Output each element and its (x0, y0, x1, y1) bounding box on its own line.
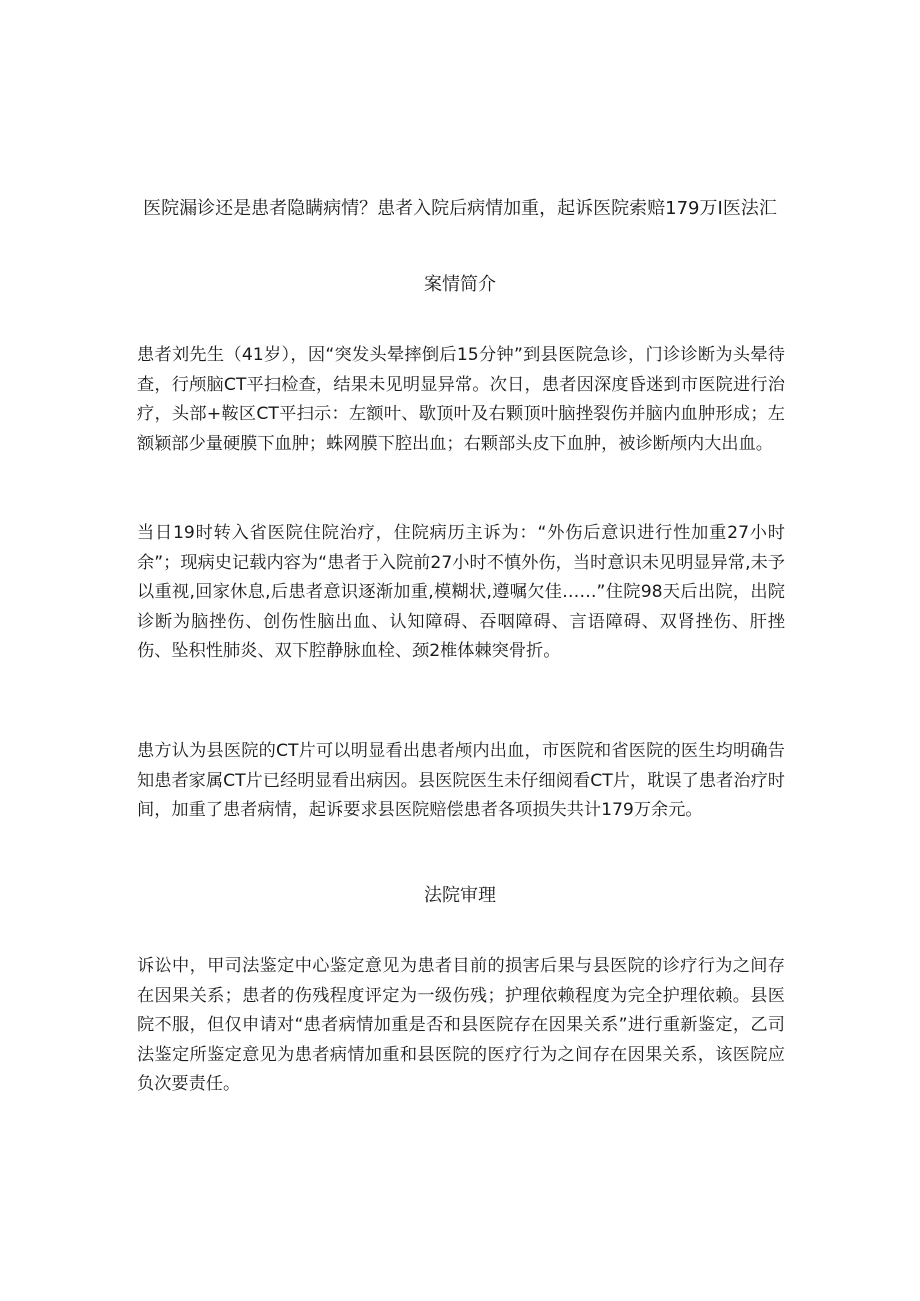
paragraph: 患方认为县医院的CT片可以明显看出患者颅内出血，市医院和省医院的医生均明确告知患者家属CT片已经明显看出病因。县医院医生未仔细阅看CT片，耽误了患者治疗时间，加重了患者病情，起诉要求县医院赔偿患者各项损失共计179万余元。 (137, 741, 785, 820)
section-heading-court-trial: 法院审理 (424, 885, 496, 906)
paragraph: 当日19时转入省医院住院治疗，住院病历主诉为：“外伤后意识进行性加重27小时余”；现病史记载内容为“患者于入院前27小时不慎外伤，当时意识未见明显异常,未予以重视,回家休息,后患者意识逐渐加重,模糊状,遵嘱欠佳……”住院98天后出院，出院诊断为脑挫伤、创伤性脑出血、认知障碍、吞咽障碍、言语障碍、双肾挫伤、肝挫伤、坠积性肺炎、双下腔静脉血栓、颈2椎体棘突骨折。 (137, 523, 785, 661)
paragraph: 诉讼中，甲司法鉴定中心鉴定意见为患者目前的损害后果与县医院的诊疗行为之间存在因果关系；患者的伤残程度评定为一级伤残；护理依赖程度为完全护理依赖。县医院不服，但仅申请对“患者病情加重是否和县医院存在因果关系”进行重新鉴定，乙司法鉴定所鉴定意见为患者病情加重和县医院的医疗行为之间存在因果关系，该医院应负次要责任。 (137, 956, 785, 1094)
section-heading-case-summary: 案情简介 (424, 274, 496, 295)
article-title: 医院漏诊还是患者隐瞒病情？患者入院后病情加重，起诉医院索赔179万I医法汇 (143, 198, 777, 219)
paragraph: 患者刘先生（41岁），因“突发头晕摔倒后15分钟”到县医院急诊，门诊诊断为头晕待查，行颅脑CT平扫检查，结果未见明显异常。次日，患者因深度昏迷到市医院进行治疗，头部+鞍区CT平扫示：左额叶、歇顶叶及右颗顶叶脑挫裂伤并脑内血肿形成；左额颖部少量硬膜下血肿；蛛网膜下腔出血；右颗部头皮下血肿，被诊断颅内大出血。 (137, 345, 785, 454)
